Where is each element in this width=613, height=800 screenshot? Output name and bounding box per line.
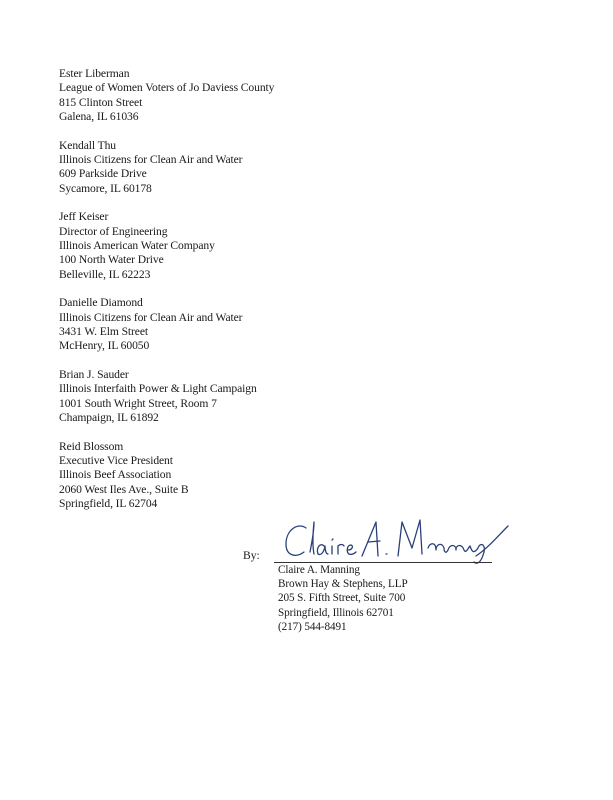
recipient-street: 3431 W. Elm Street [59, 324, 149, 338]
recipient-organization: League of Women Voters of Jo Daviess County [59, 81, 275, 95]
service-entry [59, 67, 479, 124]
signer-city: Springfield, Illinois 62701 [278, 606, 394, 619]
signer-block [278, 563, 538, 634]
signer-phone: (217) 544-8491 [278, 620, 347, 633]
service-entry [59, 368, 479, 425]
recipient-street: 2060 West Iles Ave., Suite B [59, 482, 189, 496]
recipient-name: Jeff Keiser [59, 210, 109, 224]
recipient-city: Galena, IL 61036 [59, 109, 139, 123]
recipient-city: McHenry, IL 60050 [59, 339, 150, 353]
recipient-name: Kendall Thu [59, 138, 116, 152]
recipient-street: 100 North Water Drive [59, 253, 164, 267]
recipient-title: Executive Vice President [59, 454, 173, 468]
recipient-organization: Illinois Interfaith Power & Light Campaign [59, 382, 257, 396]
recipient-organization: Illinois Beef Association [59, 468, 172, 482]
recipient-city: Belleville, IL 62223 [59, 267, 151, 281]
recipient-organization: Illinois Citizens for Clean Air and Water [59, 310, 243, 324]
recipient-name: Brian J. Sauder [59, 368, 129, 382]
recipient-organization: Illinois Citizens for Clean Air and Water [59, 152, 243, 166]
recipient-organization: Illinois American Water Company [59, 238, 215, 252]
recipient-street: 609 Parkside Drive [59, 167, 147, 181]
service-entry [59, 210, 479, 281]
recipient-name: Danielle Diamond [59, 296, 143, 310]
recipient-city: Champaign, IL 61892 [59, 410, 159, 424]
service-entry [59, 296, 479, 353]
recipient-name: Reid Blossom [59, 439, 124, 453]
recipient-street: 1001 South Wright Street, Room 7 [59, 396, 217, 410]
service-list [59, 67, 479, 526]
service-entry [59, 440, 479, 511]
signer-street: 205 S. Fifth Street, Suite 700 [278, 592, 406, 605]
service-entry [59, 139, 479, 196]
recipient-name: Ester Liberman [59, 67, 130, 80]
recipient-city: Sycamore, IL 60178 [59, 181, 152, 195]
signer-firm: Brown Hay & Stephens, LLP [278, 578, 408, 591]
signer-name: Claire A. Manning [278, 564, 360, 576]
recipient-street: 815 Clinton Street [59, 95, 143, 109]
recipient-title: Director of Engineering [59, 224, 168, 238]
by-label: By: [243, 549, 260, 562]
recipient-city: Springfield, IL 62704 [59, 496, 158, 510]
